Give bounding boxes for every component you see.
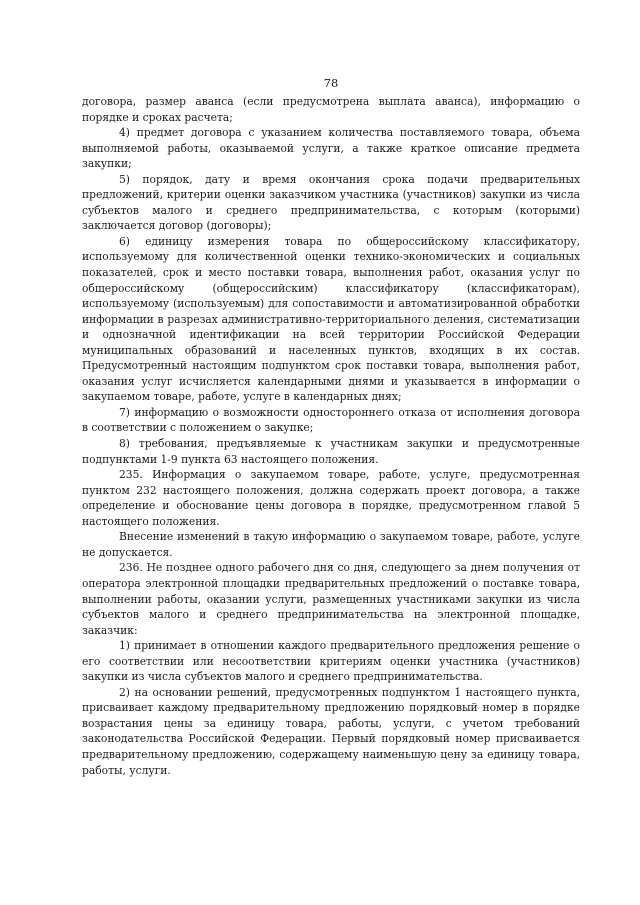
- document-page: [82, 76, 580, 778]
- paragraph-clause-236-item-2: 2) на основании решений, предусмотренных подпунктом 1 настоящего пункта, присваивает каждому предварительному предложению порядковый номер в порядке возрастания цены за единицу товара, работы, услуги, с учетом требований законодательства Российской Федерации. Первый порядковый номер присваивается предварительному предложению, содержащему наименьшую цену за единицу товара, работы, услуги.: [82, 685, 580, 777]
- paragraph-item-5: 5) порядок, дату и время окончания срока подачи предварительных предложений, критерии оценки заказчиком участника (участников) закупки из числа субъектов малого и среднего предпринимательства, с которым (которыми) заключается договор (договоры);: [82, 172, 580, 233]
- paragraph-item-4: 4) предмет договора с указанием количества поставляемого товара, объема выполняемой работы, оказываемой услуги, а также краткое описание предмета закупки;: [82, 126, 580, 171]
- paragraph-clause-236: 236. Не позднее одного рабочего дня со дня, следующего за днем получения от оператора электронной площадки предварительных предложений о поставке товара, выполнении работы, оказании услуги, размещенных участниками закупки из числа субъектов малого и среднего предпринимательства на электронной площадке, заказчик:: [82, 561, 580, 637]
- paragraph-item-7: 7) информацию о возможности одностороннего отказа от исполнения договора в соответствии с положением о закупке;: [82, 405, 580, 435]
- paragraph-item-6: 6) единицу измерения товара по общероссийскому классификатору, используемому для количественной оценки технико-экономических и социальных показателей, срок и место поставки товара, выполнения работ, оказания услуг по общероссийскому (общероссийским) классификатору (классификаторам), используемому (используемым) для сопоставимости и автоматизированной обработки информации в разрезах административно-территориального деления, систематизации и однозначной идентификации на всей территории Российской Федерации муниципальных образований и населенных пунктов, входящих в их состав. Предусмотренный настоящим подпунктом срок поставки товара, выполнения работ, оказания услуг исчисляется календарными днями и указывается в информации о закупаемом товаре, работе, услуге в календарных днях;: [82, 234, 580, 404]
- page-number: 78: [323, 76, 339, 90]
- paragraph-no-changes: Внесение изменений в такую информацию о закупаемом товаре, работе, услуге не допускается.: [82, 530, 580, 559]
- paragraph-item-8: 8) требования, предъявляемые к участникам закупки и предусмотренные подпунктами 1-9 пункта 63 настоящего положения.: [82, 437, 580, 466]
- paragraph-clause-235: 235. Информация о закупаемом товаре, работе, услуге, предусмотренная пунктом 232 настоящего положения, должна содержать проект договора, а также определение и обоснование цены договора в порядке, предусмотренном главой 5 настоящего положения.: [82, 468, 580, 528]
- paragraph-clause-236-item-1: 1) принимает в отношении каждого предварительного предложения решение о его соответствии или несоответствии критериям оценки участника (участников) закупки из числа субъектов малого и среднего предпринимательства.: [82, 639, 580, 684]
- paragraph-payment-terms: договора, размер аванса (если предусмотрена выплата аванса), информацию о порядке и сроках расчета;: [82, 95, 580, 124]
